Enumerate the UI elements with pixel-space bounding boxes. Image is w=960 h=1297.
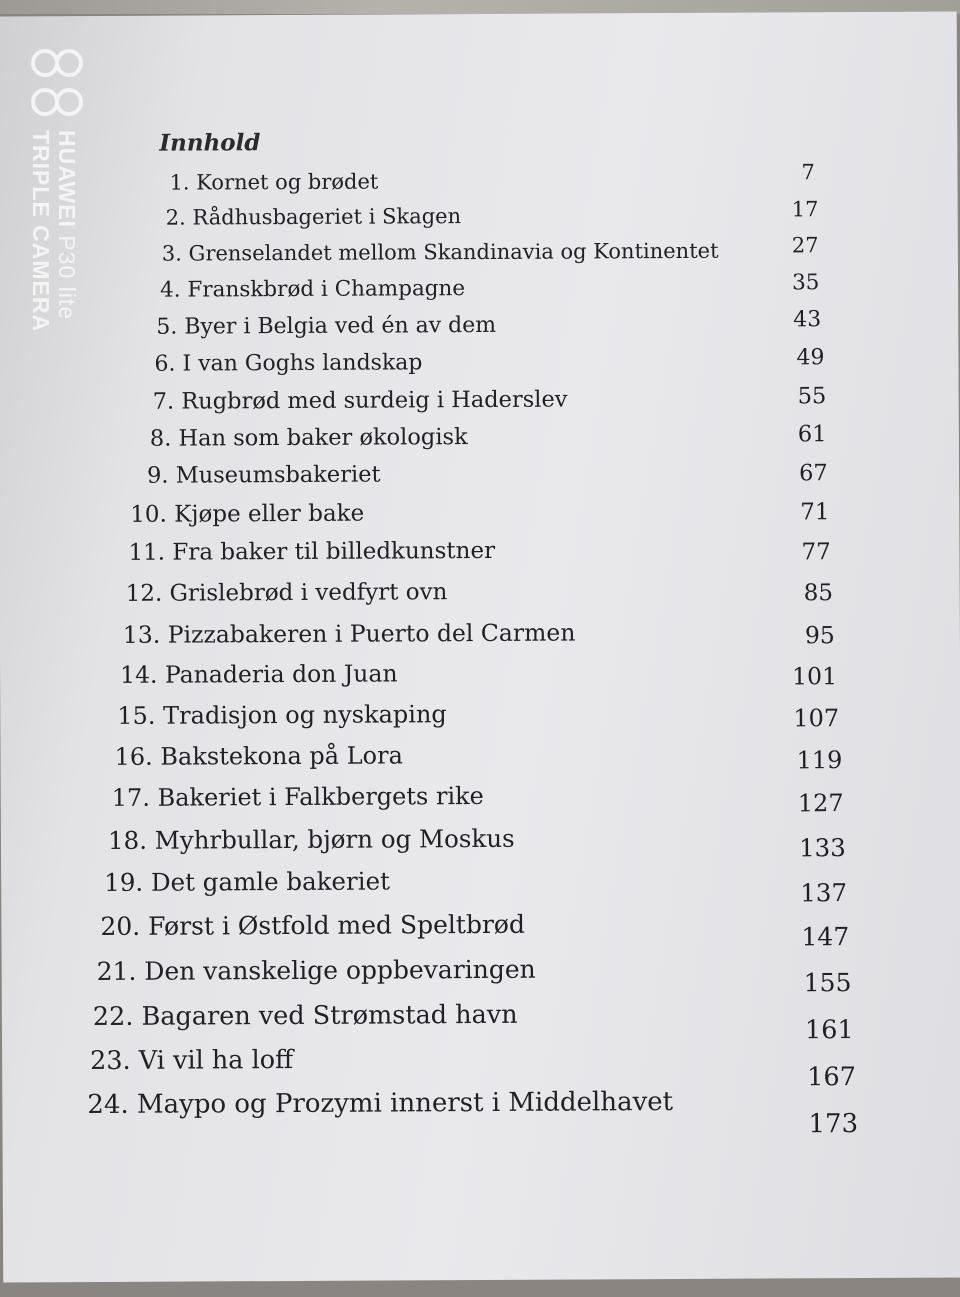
toc-entry	[112, 782, 484, 812]
toc-entry-number: 5.	[156, 314, 178, 340]
toc-entry-page-number: 107	[793, 704, 840, 733]
triple-lens-logo-icon	[28, 46, 84, 122]
toc-entry-page-number: 85	[803, 580, 834, 607]
toc-entry	[126, 579, 448, 607]
toc-entry-title: Fra baker til billedkunstner	[172, 537, 496, 566]
toc-entry-page-number: 67	[798, 460, 828, 487]
toc-entry-number: 7.	[152, 388, 175, 415]
toc-entry-title: Tradisjon og nyskaping	[163, 700, 447, 730]
toc-entry	[108, 824, 515, 855]
toc-entry-number: 13.	[122, 620, 161, 649]
toc-entry	[104, 866, 390, 896]
book-page	[0, 11, 960, 1282]
toc-entry	[153, 387, 568, 415]
toc-entry-title: Grenselandet mellom Skandinavia og Kontinentet	[188, 238, 719, 266]
toc-entry-title: Bagaren ved Strømstad havn	[141, 999, 518, 1032]
toc-entry-page-number: 101	[792, 662, 838, 691]
toc-entry-number: 18.	[107, 825, 148, 855]
toc-entry-title: Museumsbakeriet	[175, 461, 381, 489]
toc-entry-title: Rugbrød med surdeig i Haderslev	[181, 386, 568, 415]
toc-entry-page-number: 133	[798, 833, 846, 863]
toc-entry-page-number: 61	[797, 421, 827, 448]
toc-entry-page-number: 43	[793, 307, 822, 333]
toc-entry-number: 1.	[169, 170, 190, 195]
toc-entry-number: 2.	[165, 205, 186, 230]
toc-entry-title: Grislebrød i vedfyrt ovn	[169, 579, 448, 607]
toc-entry-number: 3.	[161, 241, 183, 266]
toc-entry-number: 10.	[130, 501, 167, 528]
toc-entry-title: Panaderia don Juan	[164, 659, 398, 689]
camera-watermark	[20, 40, 80, 380]
toc-entry-page-number: 119	[796, 746, 843, 775]
toc-entry-number: 23.	[90, 1045, 131, 1077]
toc-entry-page-number: 155	[803, 968, 852, 998]
toc-entry	[123, 619, 576, 649]
toc-entry-page-number: 55	[797, 383, 827, 410]
toc-entry-page-number: 27	[791, 233, 819, 258]
toc-entry-page-number: 137	[800, 878, 848, 908]
watermark-text	[28, 130, 80, 332]
toc-entry-number: 9.	[146, 462, 169, 489]
toc-entry	[87, 1087, 673, 1120]
toc-entry	[90, 1045, 293, 1076]
toc-entry-title: Pizzabakeren i Puerto del Carmen	[167, 618, 576, 649]
toc-entry-page-number: 35	[791, 270, 820, 296]
table-of-contents	[0, 11, 960, 1296]
toc-heading: Innhold	[159, 129, 261, 157]
toc-entry-title: Først i Østfold med Speltbrød	[148, 909, 526, 941]
watermark-subtitle: TRIPLE CAMERA	[28, 130, 54, 333]
toc-entry	[117, 700, 447, 730]
toc-entry	[130, 501, 364, 528]
toc-entry-number: 14.	[120, 660, 158, 689]
toc-entry-number: 21.	[96, 956, 137, 987]
toc-entry	[154, 350, 422, 376]
toc-entry-page-number: 77	[801, 539, 831, 566]
toc-entry-title: Myhrbullar, bjørn og Moskus	[154, 823, 515, 855]
toc-entry-title: Bakstekona på Lora	[160, 741, 403, 771]
toc-entry	[120, 659, 398, 688]
toc-entry-title: Byer i Belgia ved én av dem	[184, 312, 497, 340]
toc-entry	[93, 1000, 518, 1032]
toc-entry-title: Rådhusbageriet i Skagen	[192, 204, 462, 230]
toc-entry-number: 4.	[160, 277, 181, 303]
watermark-model: P30 lite	[54, 235, 80, 321]
toc-entry-page-number: 95	[804, 621, 835, 650]
toc-entry-title: Maypo og Prozymi innerst i Middelhavet	[136, 1086, 674, 1120]
toc-entry-title: Bakeriet i Falkbergets rike	[157, 781, 484, 812]
toc-entry	[169, 170, 378, 195]
toc-entry	[156, 313, 496, 340]
toc-entry	[97, 955, 536, 986]
toc-entry	[160, 276, 465, 303]
toc-entry-page-number: 7	[801, 160, 815, 185]
toc-entry-page-number: 173	[808, 1109, 859, 1140]
toc-entry-number: 22.	[92, 1001, 134, 1033]
toc-entry-title: Kornet og brødet	[196, 169, 379, 195]
toc-entry-number: 8.	[149, 425, 172, 452]
toc-entry-title: I van Goghs landskap	[182, 350, 423, 377]
toc-entry-page-number: 71	[800, 499, 830, 526]
toc-entry	[100, 910, 525, 941]
toc-entry-number: 24.	[87, 1089, 129, 1121]
toc-entry-title: Vi vil ha loff	[138, 1044, 294, 1076]
toc-entry-number: 20.	[100, 911, 141, 941]
toc-entry-title: Franskbrød i Champagne	[187, 276, 466, 303]
toc-entry-number: 16.	[114, 742, 153, 771]
toc-entry	[150, 424, 468, 452]
toc-entry-number: 15.	[117, 701, 156, 730]
toc-entry	[162, 239, 719, 266]
toc-entry-number: 6.	[154, 351, 176, 377]
toc-entry-number: 19.	[104, 867, 144, 897]
toc-entry-page-number: 127	[797, 789, 844, 818]
toc-entry-number: 11.	[128, 539, 166, 566]
toc-entry	[128, 538, 495, 566]
toc-entry-title: Kjøpe eller bake	[174, 500, 365, 528]
toc-entry-page-number: 167	[807, 1062, 856, 1093]
toc-entry-page-number: 17	[791, 197, 819, 222]
toc-entry-number: 12.	[125, 580, 163, 607]
toc-entry	[114, 741, 402, 771]
toc-entry	[147, 462, 381, 489]
toc-entry-page-number: 147	[801, 922, 850, 952]
toc-entry-page-number: 161	[804, 1015, 854, 1046]
toc-entry-title: Han som baker økologisk	[178, 424, 468, 452]
toc-entry	[166, 204, 461, 230]
toc-entry-number: 17.	[111, 783, 150, 812]
toc-entry-title: Den vanskelige oppbevaringen	[144, 954, 536, 986]
toc-entry-page-number: 49	[796, 345, 825, 371]
watermark-brand: HUAWEI	[54, 130, 80, 228]
toc-entry-title: Det gamle bakeriet	[150, 866, 390, 897]
